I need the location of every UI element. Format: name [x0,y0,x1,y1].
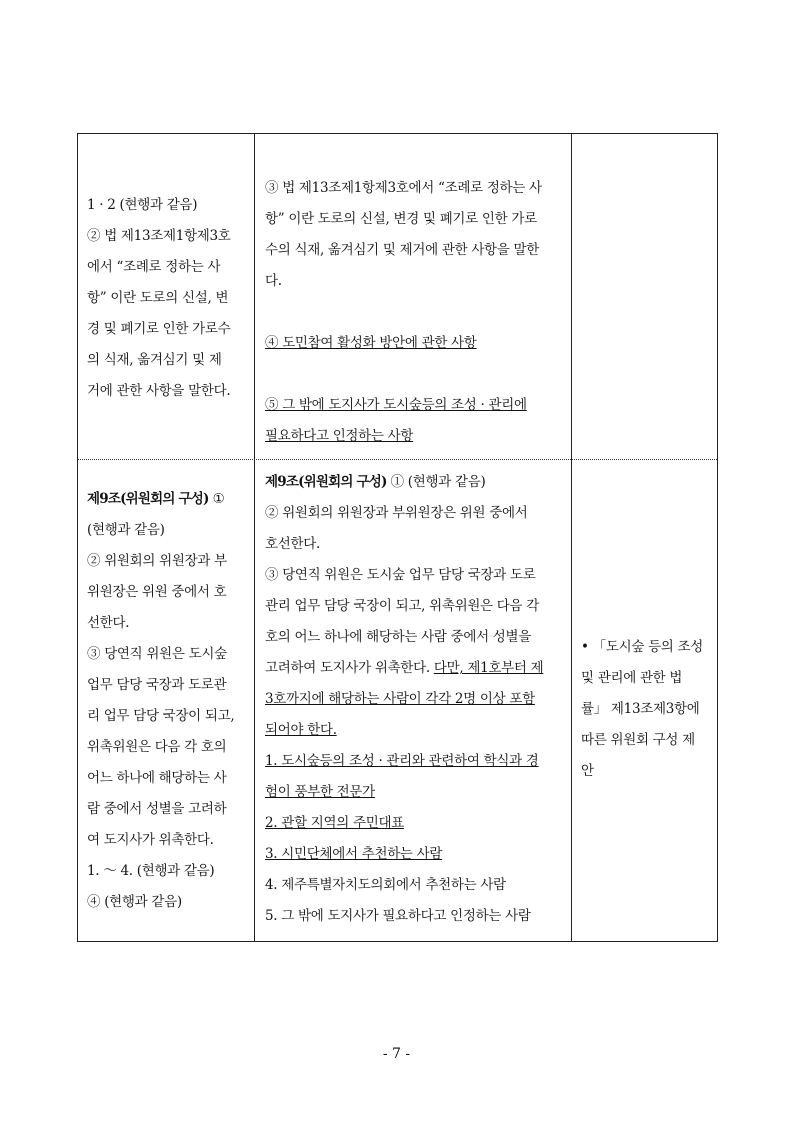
row2-amended-cell [265,467,565,932]
text-line: 어느 하나에 해당하는 사 [87,770,227,786]
text-line: 리 업무 담당 국장이 되고, [87,708,235,724]
text-line: 항” 이란 도로의 신설, 변경 및 폐기로 인한 가로 [265,211,537,227]
text-line: ② 위원회의 위원장과 부 [87,553,227,569]
page-number: - 7 - [382,1046,411,1062]
text-line: 호선한다. [265,536,320,552]
text-line: ② 법 제13조제1항제3호 [87,228,231,244]
text-line: ③ 당연직 위원은 도시숲 [87,646,227,662]
text-fragment: 다만, 제1호부터 제 [433,660,544,676]
article-title: 제9조(위원회의 구성) [265,474,387,490]
text-line: 및 관리에 관한 법 [581,670,683,686]
row1-current-cell [87,190,247,407]
text-line [265,653,565,684]
text-line: 다. [265,273,282,289]
text-line: 필요하다고 인정하는 사항 [265,428,414,444]
text-line: 1. ～ 4. (현행과 같음) [87,863,215,879]
text-line: 률」 제13조제3항에 [581,701,700,717]
text-line: 되어야 한다. [265,722,337,738]
text-line: • 「도시숲 등의 조성 [581,639,704,655]
text-line: 항” 이란 도로의 신설, 변 [87,290,229,306]
comparison-table [77,133,718,942]
text-fragment: ① (현행과 같음) [386,474,486,490]
column-divider [254,134,255,941]
text-line: 관리 업무 담당 국장이 되고, 위촉위원은 다음 각 [265,598,540,614]
row-divider [78,459,717,460]
text-line: 안 [581,763,594,779]
text-line: (현행과 같음) [87,522,165,538]
text-line [87,484,247,515]
text-line: 에서 “조례로 정하는 사 [87,259,221,275]
text-line: ② 위원회의 위원장과 부위원장은 위원 중에서 [265,505,528,521]
row2-note-cell [581,632,716,787]
text-line: 선한다. [87,615,130,631]
text-line: 호의 어느 하나에 해당하는 사람 중에서 성별을 [265,629,532,645]
text-line: 5. 그 밖에 도지사가 필요하다고 인정하는 사람 [265,908,531,924]
text-line: 여 도지사가 위촉한다. [87,832,214,848]
text-line: 1. 도시숲등의 조성 · 관리와 관련하여 학식과 경 [265,753,539,769]
text-line: 수의 식재, 옮겨심기 및 제거에 관한 사항을 말한 [265,242,540,258]
text-line: 위원장은 위원 중에서 호 [87,584,227,600]
text-line: 거에 관한 사항을 말한다. [87,383,231,399]
article-title: 제9조(위원회의 구성) [87,491,209,507]
text-line: ③ 당연직 위원은 도시숲 업무 담당 국장과 도로 [265,567,536,583]
text-line: 람 중에서 성별을 고려하 [87,801,227,817]
text-line: 3호까지에 해당하는 사람이 각각 2명 이상 포함 [265,691,535,707]
row1-amended-cell [265,173,565,452]
text-line: 3. 시민단체에서 추천하는 사람 [265,846,443,862]
text-line: ③ 법 제13조제1항제3호에서 “조례로 정하는 사 [265,180,542,196]
text-line: 업무 담당 국장과 도로관 [87,677,227,693]
text-line: 4. 제주특별자치도의회에서 추천하는 사람 [265,877,506,893]
text-fragment: 고려하여 도지사가 위촉한다. [265,660,434,676]
text-line: 1 · 2 (현행과 같음) [87,197,198,213]
text-line: ⑤ 그 밖에 도지사가 도시숲등의 조성 · 관리에 [265,397,527,413]
text-line [265,467,565,498]
text-line: 험이 풍부한 전문가 [265,784,375,800]
text-fragment: ① [208,491,225,507]
text-line: 의 식재, 옮겨심기 및 제 [87,352,222,368]
text-line: 따른 위원회 구성 제 [581,732,695,748]
text-line: 경 및 폐기로 인한 가로수 [87,321,231,337]
text-line: ④ 도민참여 활성화 방안에 관한 사항 [265,335,477,351]
row2-current-cell [87,484,247,918]
text-line: 2. 관할 지역의 주민대표 [265,815,404,831]
text-line: 위촉위원은 다음 각 호의 [87,739,227,755]
column-divider [571,134,572,941]
text-line: ④ (현행과 같음) [87,894,182,910]
